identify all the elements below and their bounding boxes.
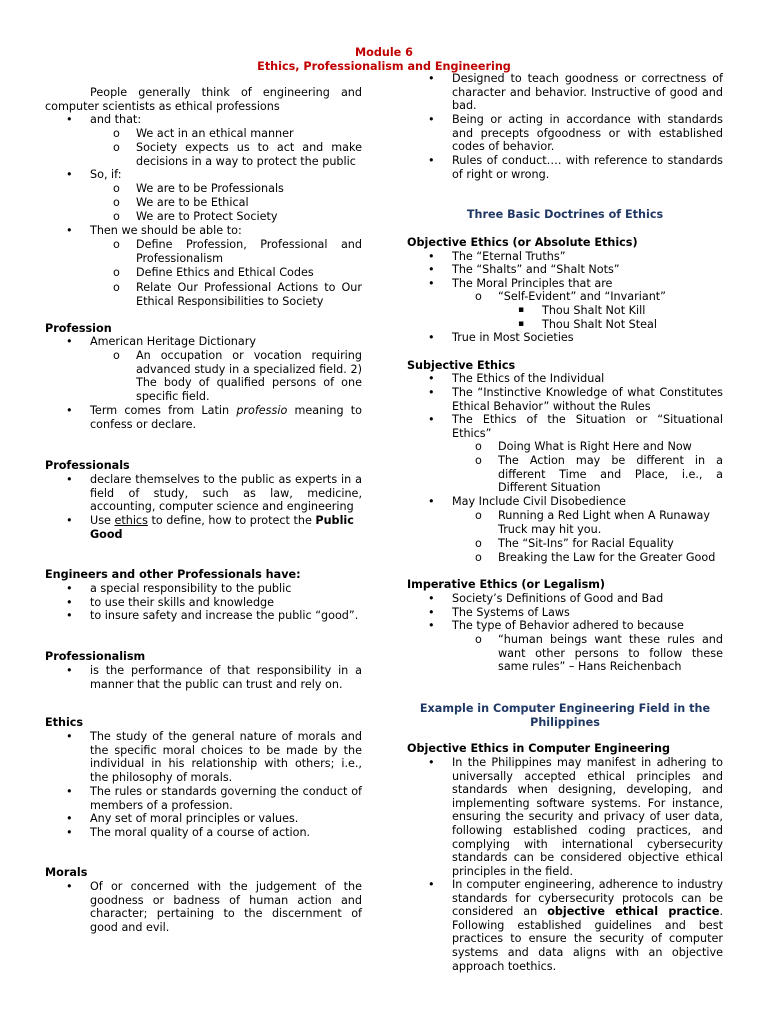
ethics-link[interactable]: ethics: [114, 514, 148, 527]
bullet: •: [66, 168, 73, 181]
section-heading: Professionalism: [45, 650, 146, 663]
bullet: •: [66, 113, 73, 126]
example-heading: Example in Computer Engineering Field in the Philippines: [419, 702, 711, 729]
section-heading: Objective Ethics (or Absolute Ethics): [407, 236, 638, 249]
square-bullet: ▪: [518, 305, 525, 315]
section-heading: Profession: [45, 322, 112, 335]
intro-paragraph: People generally think of engineering and computer scientists as ethical professions: [45, 86, 362, 113]
module-number: Module 6: [355, 46, 413, 59]
section-heading: Engineers and other Professionals have:: [45, 568, 301, 581]
section-heading: Morals: [45, 866, 88, 879]
latin-word: professio: [236, 404, 288, 417]
section-heading: Imperative Ethics (or Legalism): [407, 578, 605, 591]
section-heading: Ethics: [45, 716, 84, 729]
circle-bullet: o: [113, 127, 120, 140]
and-that-label: and that:: [90, 113, 142, 126]
section-heading: Subjective Ethics: [407, 359, 516, 372]
doctrines-heading: Three Basic Doctrines of Ethics: [466, 208, 664, 221]
section-heading: Professionals: [45, 459, 130, 472]
circle-bullet: o: [113, 141, 120, 154]
square-bullet: ▪: [518, 319, 525, 329]
module-title: Ethics, Professionalism and Engineering: [257, 60, 511, 73]
section-heading: Objective Ethics in Computer Engineering: [407, 742, 670, 755]
